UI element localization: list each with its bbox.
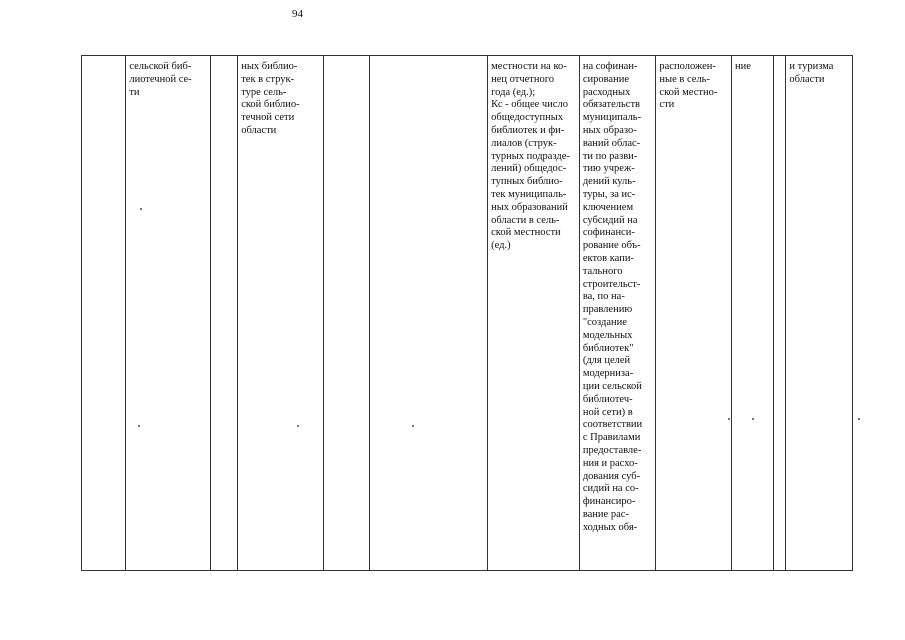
table-cell-col-1 — [82, 56, 126, 571]
document-table — [81, 55, 853, 571]
scan-speck — [728, 418, 730, 420]
table-cell-col-4: ных библио- тек в струк- туре сель- ской библио- течной сети области — [238, 56, 324, 571]
table-cell-col-2: сельской биб- лиотечной се- ти — [126, 56, 211, 571]
table-cell-col-10: ние — [732, 56, 774, 571]
scan-speck — [752, 418, 754, 420]
scan-speck — [140, 208, 142, 210]
table-cell-col-9: расположен- ные в сель- ской местно- сти — [656, 56, 732, 571]
scan-speck — [297, 425, 299, 427]
scan-speck — [412, 425, 414, 427]
table-cell-col-5 — [323, 56, 369, 571]
table-cell-col-12: и туризма области — [786, 56, 853, 571]
table-cell-col-8: на софинан- сирование расходных обязательств муниципаль- ных образо- ваний облас- ти по разви- тию учреж- дений куль- туры, за ис- ключением субсидий на софинанси- рование объ- ектов капи- тального строительст- ва, по на- правлению "создание модельных библиотек" (для целей модерниза- ции сельской библиотеч- ной сети) в соответствии с Правилами предоставле- ния и расхо- дования суб- сидий на со- финансиро- вание рас- ходных обя- — [579, 56, 656, 571]
table-cell-col-11 — [774, 56, 786, 571]
scan-speck — [858, 418, 860, 420]
scan-speck — [138, 425, 140, 427]
table-cell-col-3 — [211, 56, 238, 571]
table-cell-col-7: местности на ко- нец отчетного года (ед.); Кс - общее число общедоступных библиотек и фи- лиалов (струк- турных подразде- лений) общедос- тупных библио- тек муниципаль- ных образований области в сель- ской местности (ед.) — [488, 56, 580, 571]
table-row — [82, 56, 853, 571]
page-number: 94 — [292, 8, 303, 20]
table-cell-col-6 — [370, 56, 488, 571]
